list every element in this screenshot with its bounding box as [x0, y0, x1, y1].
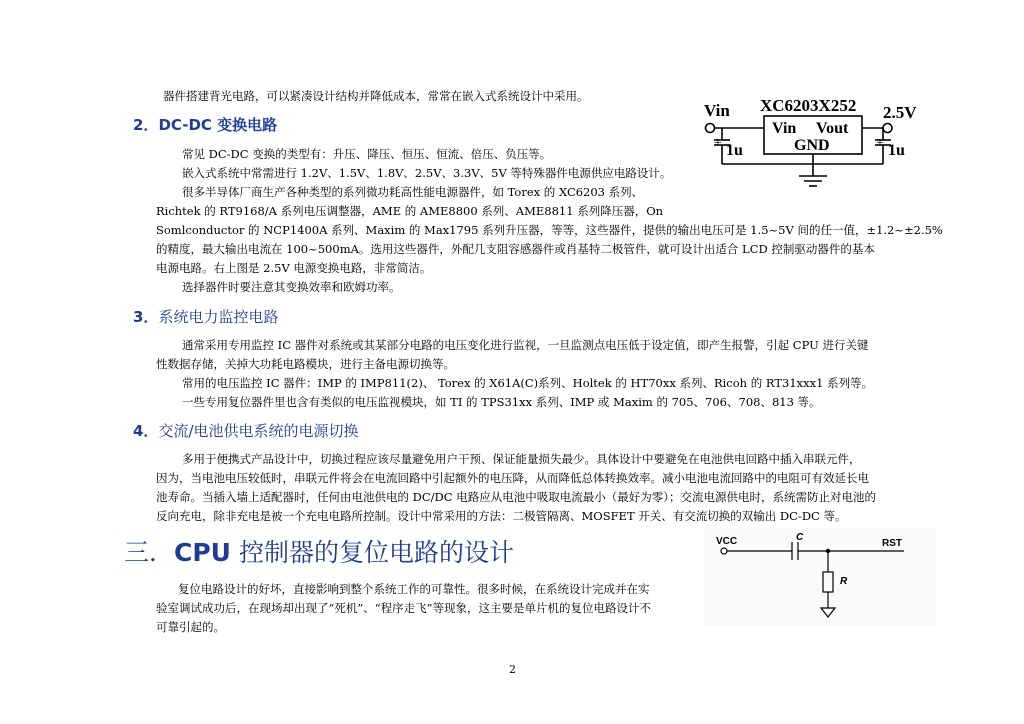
sec2-line-7: 选择器件时要注意其变换效率和欧姆功率。	[182, 280, 401, 294]
chapter-number: 三．	[124, 538, 175, 567]
fig-cap2-label: 1u	[888, 142, 905, 159]
sec4-line-3: 反向充电，除非充电是被一个充电电路所控制。设计中常采用的方法：二极管隔离、MOSFET 开关、有交流切换的双输出 DC-DC 等。	[156, 509, 847, 523]
sec4-line-2: 池寿命。当插入墙上适配器时，任何由电池供电的 DC/DC 电路应从电池中吸取电流最小（最好为零）；交流电源供电时，系统需防止对电池的	[156, 490, 876, 504]
section-3-title: 系统电力监控电路	[158, 308, 279, 326]
chapter-title-cpu: CPU	[174, 538, 231, 567]
section-2-heading	[133, 115, 277, 135]
sec2-line-6: 电源电路。右上图是 2.5V 电源变换电路，非常简洁。	[156, 261, 432, 275]
sec2-line-2: 很多半导体厂商生产各种类型的系列微功耗高性能电源器件，如 Torex 的 XC6203 系列、	[182, 185, 644, 199]
sec3-line-1: 性数据存储，关掉大功耗电路模块，进行主备电源切换等。	[156, 357, 455, 371]
section-3-number: 3．	[133, 308, 159, 326]
fig-out-label: 2.5V	[883, 103, 917, 122]
sec3-line-3: 一些专用复位器件里也含有类似的电压监视模块，如 TI 的 TPS31xx 系列、IMP 或 Maxim 的 705、706、708、813 等。	[182, 395, 821, 409]
chapter-line-2: 可靠引起的。	[156, 620, 225, 634]
chapter-line-1: 验室调试成功后，在现场却出现了“死机”、“程序走飞”等现象，这主要是单片机的复位电路设计不	[156, 601, 652, 615]
sec2-line-0: 常见 DC-DC 变换的类型有：升压、降压、恒压、恒流、倍压、负压等。	[182, 147, 552, 161]
fig-vin-label: Vin	[704, 101, 730, 120]
sec3-line-0: 通常采用专用监控 IC 器件对系统或其某部分电路的电压变化进行监视，一旦监测点电压低于设定值，即产生报警，引起 CPU 进行关键	[182, 338, 869, 352]
fig-c-label: C	[796, 532, 804, 543]
fig-cap1-label: 1u	[726, 142, 743, 159]
section-4-title: 交流/电池供电系统的电源切换	[158, 422, 359, 440]
page-number: 2	[509, 663, 516, 676]
chapter-heading	[124, 537, 514, 569]
fig-chip-label: XC6203X252	[760, 96, 857, 115]
section-4-heading	[133, 421, 359, 441]
fig-plus2: +	[876, 136, 884, 151]
reset-circuit-figure	[704, 528, 936, 626]
sec3-line-2: 常用的电压监控 IC 器件：IMP 的 IMP811(2)、 Torex 的 X61A(C)系列、Holtek 的 HT70xx 系列、Ricoh 的 RT31xxx1 系列等。	[182, 376, 874, 390]
sec2-line-1: 嵌入式系统中常需进行 1.2V、1.5V、1.8V、2.5V、3.3V、5V 等特殊器件电源供应电路设计。	[182, 166, 672, 180]
section-3-heading	[133, 307, 278, 327]
continuation-line: 器件搭建背光电路，可以紧凑设计结构并降低成本，常常在嵌入式系统设计中采用。	[163, 89, 589, 103]
regulator-circuit-figure	[700, 92, 930, 194]
fig-r-label: R	[840, 576, 848, 587]
fig-rst-label: RST	[882, 538, 902, 549]
section-2-title: DC-DC 变换电路	[158, 116, 278, 134]
chapter-line-0: 复位电路设计的好坏，直接影响到整个系统工作的可靠性。很多时候，在系统设计完成并在实	[178, 582, 650, 596]
sec2-line-5: 的精度，最大输出电流在 100~500mA。选用这些器件，外配几支阻容感器件或肖基特二极管件，就可设计出适合 LCD 控制驱动器件的基本	[156, 242, 875, 256]
section-2-number: 2．	[133, 116, 159, 134]
fig-pin-out-label: Vout	[816, 120, 849, 137]
section-4-number: 4．	[133, 422, 159, 440]
fig-plus1: +	[714, 136, 722, 151]
fig-gnd-label: GND	[794, 137, 830, 154]
chapter-title-rest: 控制器的复位电路的设计	[231, 538, 514, 567]
sec2-line-3: Richtek 的 RT9168/A 系列电压调整器，AME 的 AME8800 系列、AME8811 系列降压器，On	[156, 204, 664, 218]
sec4-line-0: 多用于便携式产品设计中，切换过程应该尽量避免用户干预、保证能量损失最少。具体设计中要避免在电池供电回路中插入串联元件，	[182, 452, 861, 466]
fig-pin-in-label: Vin	[772, 120, 797, 137]
fig-vcc-label: VCC	[716, 536, 738, 547]
sec2-line-4: Somlconductor 的 NCP1400A 系列、Maxim 的 Max1795 系列升压器，等等，这些器件，提供的输出电压可是 1.5~5V 间的任一值，±1.2~±2.5%	[156, 223, 943, 237]
sec4-line-1: 因为，当电池电压较低时，串联元件将会在电流回路中引起额外的电压降，从而降低总体转换效率。减小电池电流回路中的电阻可有效延长电	[156, 471, 869, 485]
